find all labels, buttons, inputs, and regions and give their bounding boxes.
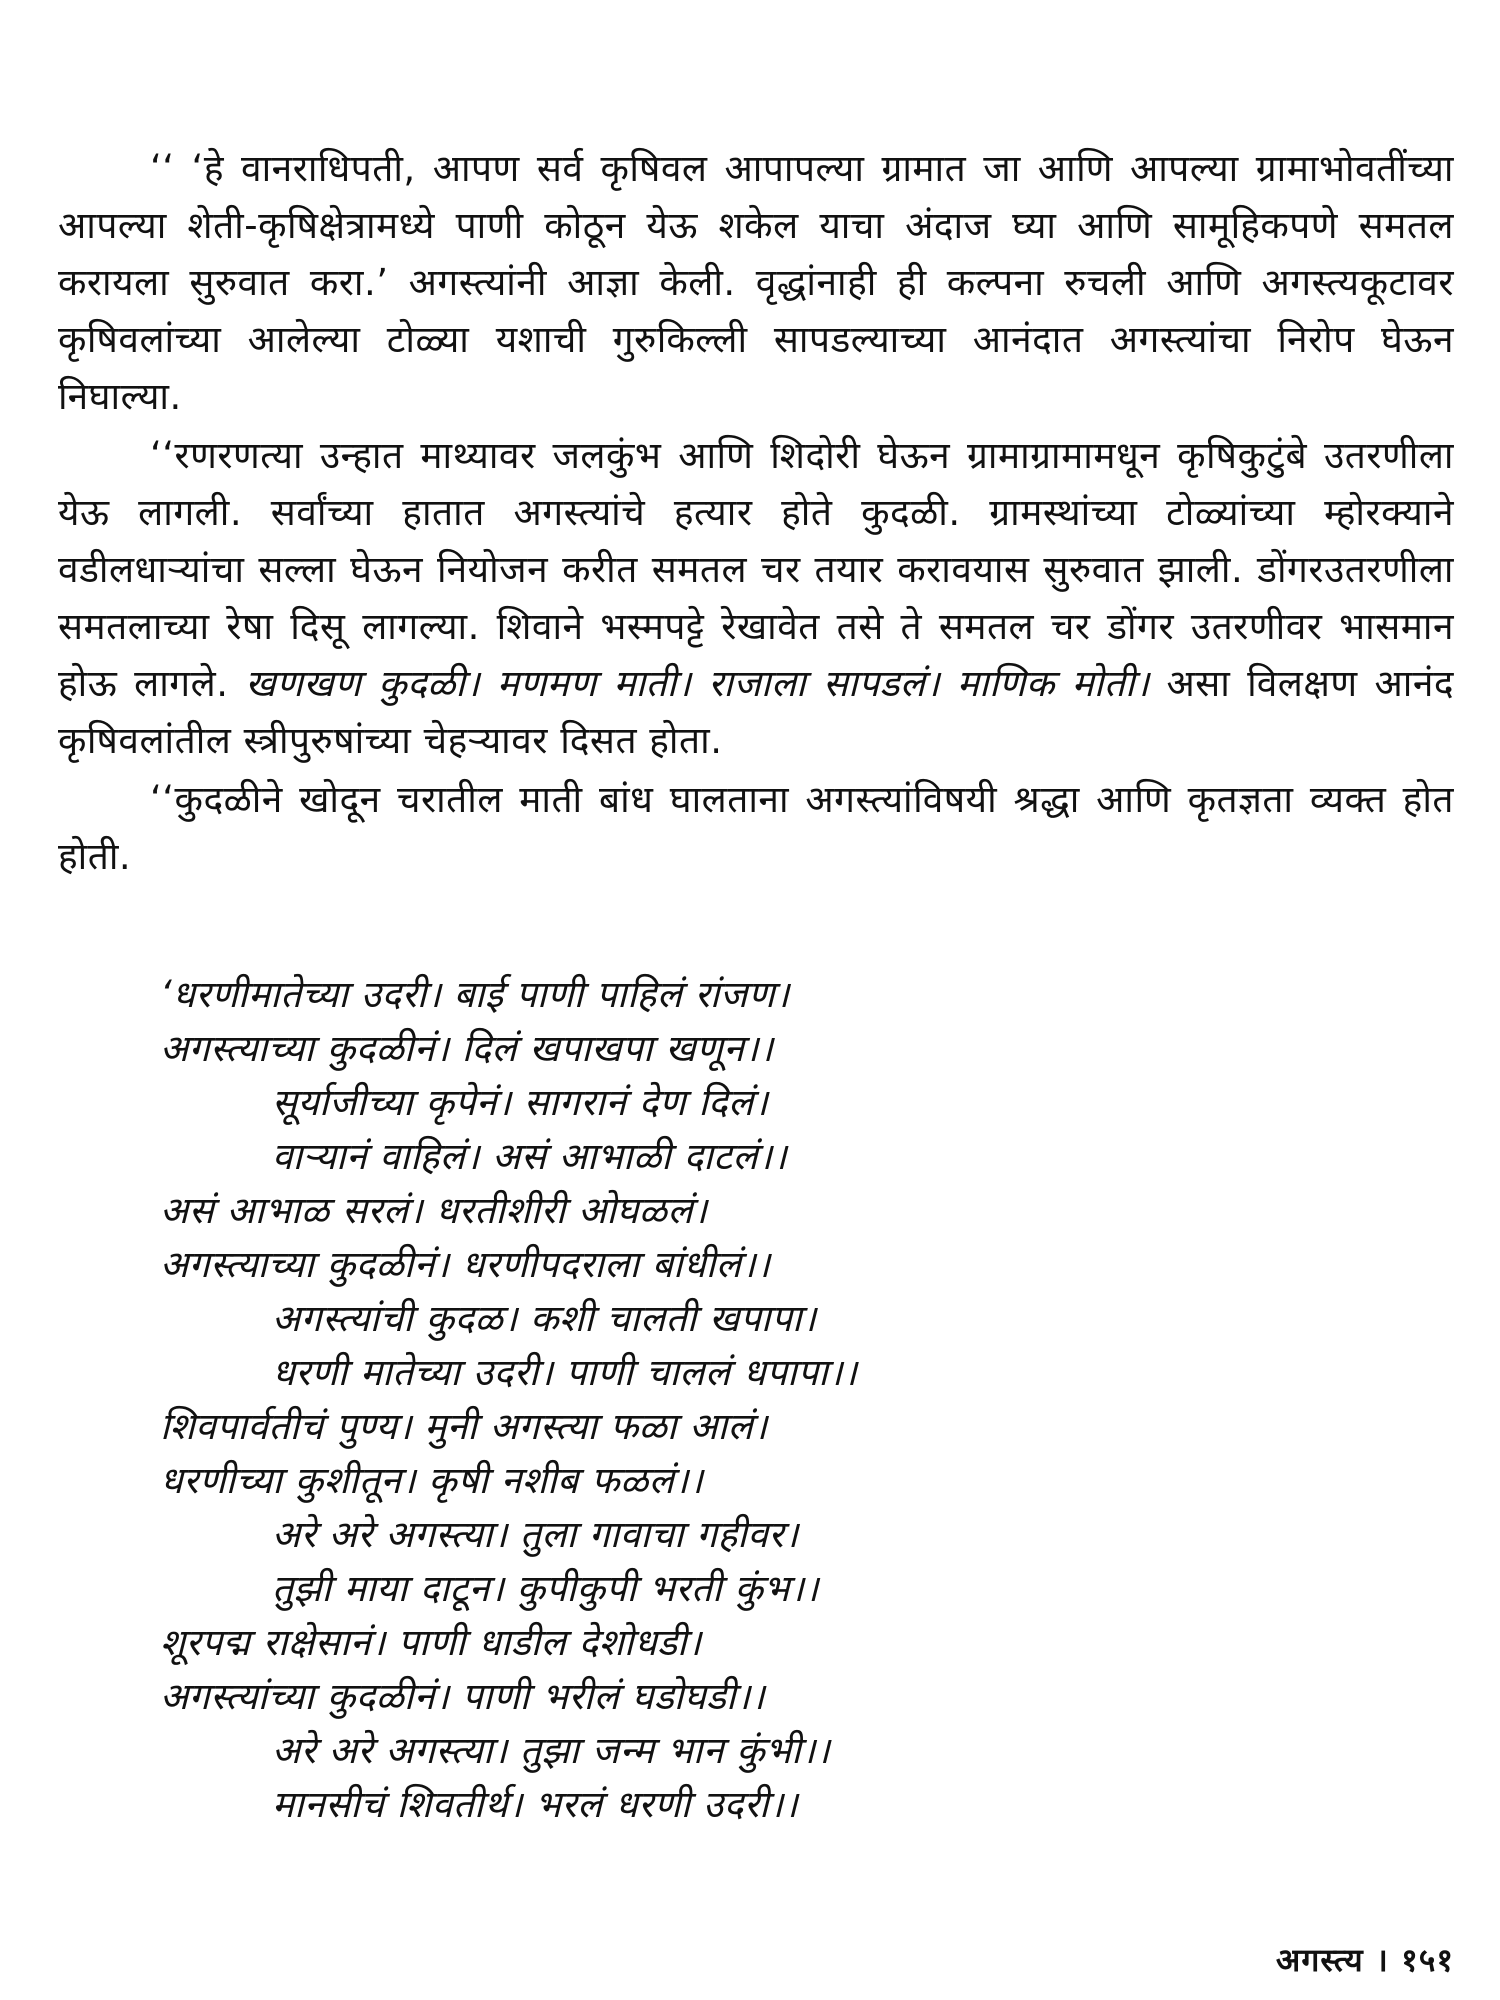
- prose-body: [58, 140, 1454, 887]
- book-title: अगस्त्य: [1275, 1941, 1364, 1979]
- poem-line: अरे अरे अगस्त्या। तुला गावाचा गहीवर।: [272, 1513, 799, 1556]
- poem-line: शूरपद्म राक्षेसानं। पाणी धाडील देशोधडी।: [160, 1621, 702, 1664]
- paragraph-3: [58, 771, 1454, 885]
- page-number: १५१: [1401, 1941, 1454, 1979]
- poem-line: सूर्याजीच्या कृपेनं। सागरानं देण दिलं।: [272, 1081, 769, 1124]
- poem-line: तुझी माया दाटून। कुपीकुपी भरती कुंभ।।: [272, 1567, 819, 1610]
- poem-line: मानसीचं शिवतीर्थ। भरलं धरणी उदरी।।: [272, 1783, 799, 1826]
- poem-line: धरणी मातेच्या उदरी। पाणी चाललं धपापा।।: [272, 1351, 858, 1394]
- paragraph-2-text-after: असा विलक्षण आनंद कृषिवलांतील स्त्रीपुरुषांच्या चेहऱ्यावर दिसत होता.: [58, 662, 1455, 762]
- poem-line: अगस्त्याच्या कुदळीनं। दिलं खपाखपा खणून।।: [160, 1027, 774, 1070]
- paragraph-2-text: ‘‘रणरणत्या उन्हात माथ्यावर जलकुंभ आणि शिदोरी घेऊन ग्रामाग्रामामधून कृषिकुटुंबे उतरणीला येऊ लागली. सर्वांच्या हातात अगस्त्यांचे हत्यार होते कुदळी. ग्रामस्थांच्या टोळ्यांच्या म्होरक्याने वडीलधाऱ्यांचा सल्ला घेऊन नियोजन करीत समतल चर तयार करावयास सुरुवात झाली. डोंगरउतरणीला समतलाच्या रेषा दिसू लागल्या. शिवाने भस्मपट्टे रेखावेत तसे ते समतल चर डोंगर उतरणीवर भासमान होऊ लागले.: [58, 434, 1454, 705]
- page-footer: [1276, 1938, 1454, 1981]
- poem-line: अगस्त्यांची कुदळ। कशी चालती खपापा।: [272, 1297, 817, 1340]
- poem-line: असं आभाळ सरलं। धरतीशीरी ओघळलं।: [160, 1189, 708, 1232]
- poem-line: धरणीच्या कुशीतून। कृषी नशीब फळलं।।: [160, 1459, 704, 1502]
- paragraph-1-text: ‘‘ ‘हे वानराधिपती, आपण सर्व कृषिवल आपापल्या ग्रामात जा आणि आपल्या ग्रामाभोवतींच्या आपल्या शेती-कृषिक्षेत्रामध्ये पाणी कोठून येऊ शकेल याचा अंदाज घ्या आणि सामूहिकपणे समतल करायला सुरुवात करा.’ अगस्त्यांनी आज्ञा केली. वृद्धांनाही ही कल्पना रुचली आणि अगस्त्यकूटावर कृषिवलांच्या आलेल्या टोळ्या यशाची गुरुकिल्ली सापडल्याच्या आनंदात अगस्त्यांचा निरोप घेऊन निघाल्या.: [58, 147, 1454, 418]
- poem-line: ‘धरणीमातेच्या उदरी। बाई पाणी पाहिलं रांजण।: [160, 973, 790, 1016]
- poem-line: अगस्त्यांच्या कुदळीनं। पाणी भरीलं घडोघडी।।: [160, 1675, 766, 1718]
- poem-block: [160, 968, 1360, 1832]
- poem-line: अरे अरे अगस्त्या। तुझा जन्म भान कुंभी।।: [272, 1729, 831, 1772]
- footer-separator: ।: [1375, 1941, 1389, 1979]
- paragraph-1: [58, 140, 1454, 425]
- poem-line: वाऱ्यानं वाहिलं। असं आभाळी दाटलं।।: [272, 1135, 788, 1178]
- poem-line: शिवपार्वतीचं पुण्य। मुनी अगस्त्या फळा आलं।: [160, 1405, 768, 1448]
- paragraph-2: [58, 427, 1454, 769]
- paragraph-2-italic-verse: खणखण कुदळी। मणमण माती। राजाला सापडलं। माणिक मोती।: [245, 662, 1150, 705]
- poem-line: अगस्त्याच्या कुदळीनं। धरणीपदराला बांधीलं।।: [160, 1243, 771, 1286]
- paragraph-3-text: ‘‘कुदळीने खोदून चरातील माती बांध घालताना अगस्त्यांविषयी श्रद्धा आणि कृतज्ञता व्यक्त होत होती.: [58, 778, 1454, 878]
